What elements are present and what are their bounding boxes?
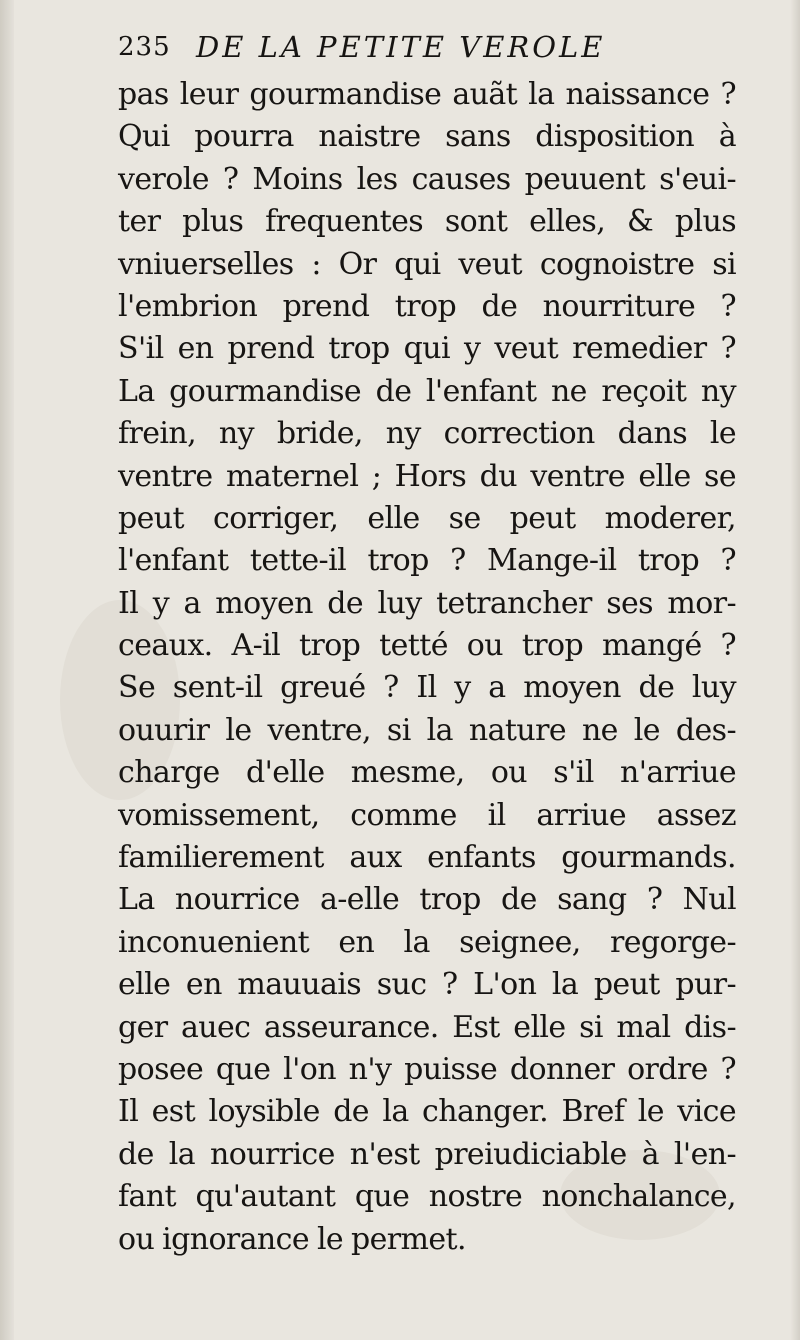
text-line: ter plus frequentes sont elles, & plus: [118, 204, 736, 240]
page-gutter-shadow: [0, 0, 14, 1340]
text-line: Il y a moyen de luy tetrancher ses mor-: [118, 585, 736, 621]
page-number: 235: [118, 32, 171, 62]
text-line: verole ? Moins les causes peuuent s'eui-: [118, 161, 736, 197]
text-line: ou ignorance le permet.: [118, 1221, 466, 1257]
text-line: elle en mauuais suc ? L'on la peut pur-: [118, 967, 736, 1003]
text-line: Qui pourra naistre sans disposition à: [118, 119, 736, 155]
text-line: vniuerselles : Or qui veut cognoistre si: [118, 246, 736, 282]
text-line: La nourrice a-elle trop de sang ? Nul: [118, 882, 736, 918]
text-line: l'enfant tette-il trop ? Mange-il trop ?: [118, 543, 736, 579]
text-line: La gourmandise de l'enfant ne reçoit ny: [118, 373, 736, 409]
text-line: ceaux. A-il trop tetté ou trop mangé ?: [118, 628, 736, 664]
text-line: ger auec asseurance. Est elle si mal dis-: [118, 1009, 736, 1045]
text-line: inconuenient en la seignee, regorge-: [118, 924, 736, 960]
running-header: [118, 28, 758, 70]
text-line: peut corriger, elle se peut moderer,: [118, 500, 736, 536]
text-line: posee que l'on n'y puisse donner ordre ?: [118, 1051, 736, 1087]
text-line: charge d'elle mesme, ou s'il n'arriue: [118, 755, 736, 791]
text-line: familierement aux enfants gourmands.: [118, 840, 736, 876]
text-line: ventre maternel ; Hors du ventre elle se: [118, 458, 736, 494]
text-line: l'embrion prend trop de nourriture ?: [118, 288, 736, 324]
text-line: ouurir le ventre, si la nature ne le des-: [118, 712, 736, 748]
page-edge-shadow: [790, 0, 800, 1340]
body-text: [118, 74, 736, 1261]
text-line: frein, ny bride, ny correction dans le: [118, 416, 736, 452]
text-line: de la nourrice n'est preiudiciable à l'en-: [118, 1136, 736, 1172]
text-line: pas leur gourmandise auãt la naissance ?: [118, 77, 736, 112]
text-line: fant qu'autant que nostre nonchalance,: [118, 1179, 736, 1215]
running-title: DE LA PETITE VEROLE: [196, 30, 606, 64]
text-line: vomissement, comme il arriue assez: [118, 797, 736, 833]
text-line: S'il en prend trop qui y veut remedier ?: [118, 331, 736, 367]
text-line: Il est loysible de la changer. Bref le vice: [118, 1094, 736, 1130]
text-line: Se sent-il greué ? Il y a moyen de luy: [118, 670, 736, 706]
